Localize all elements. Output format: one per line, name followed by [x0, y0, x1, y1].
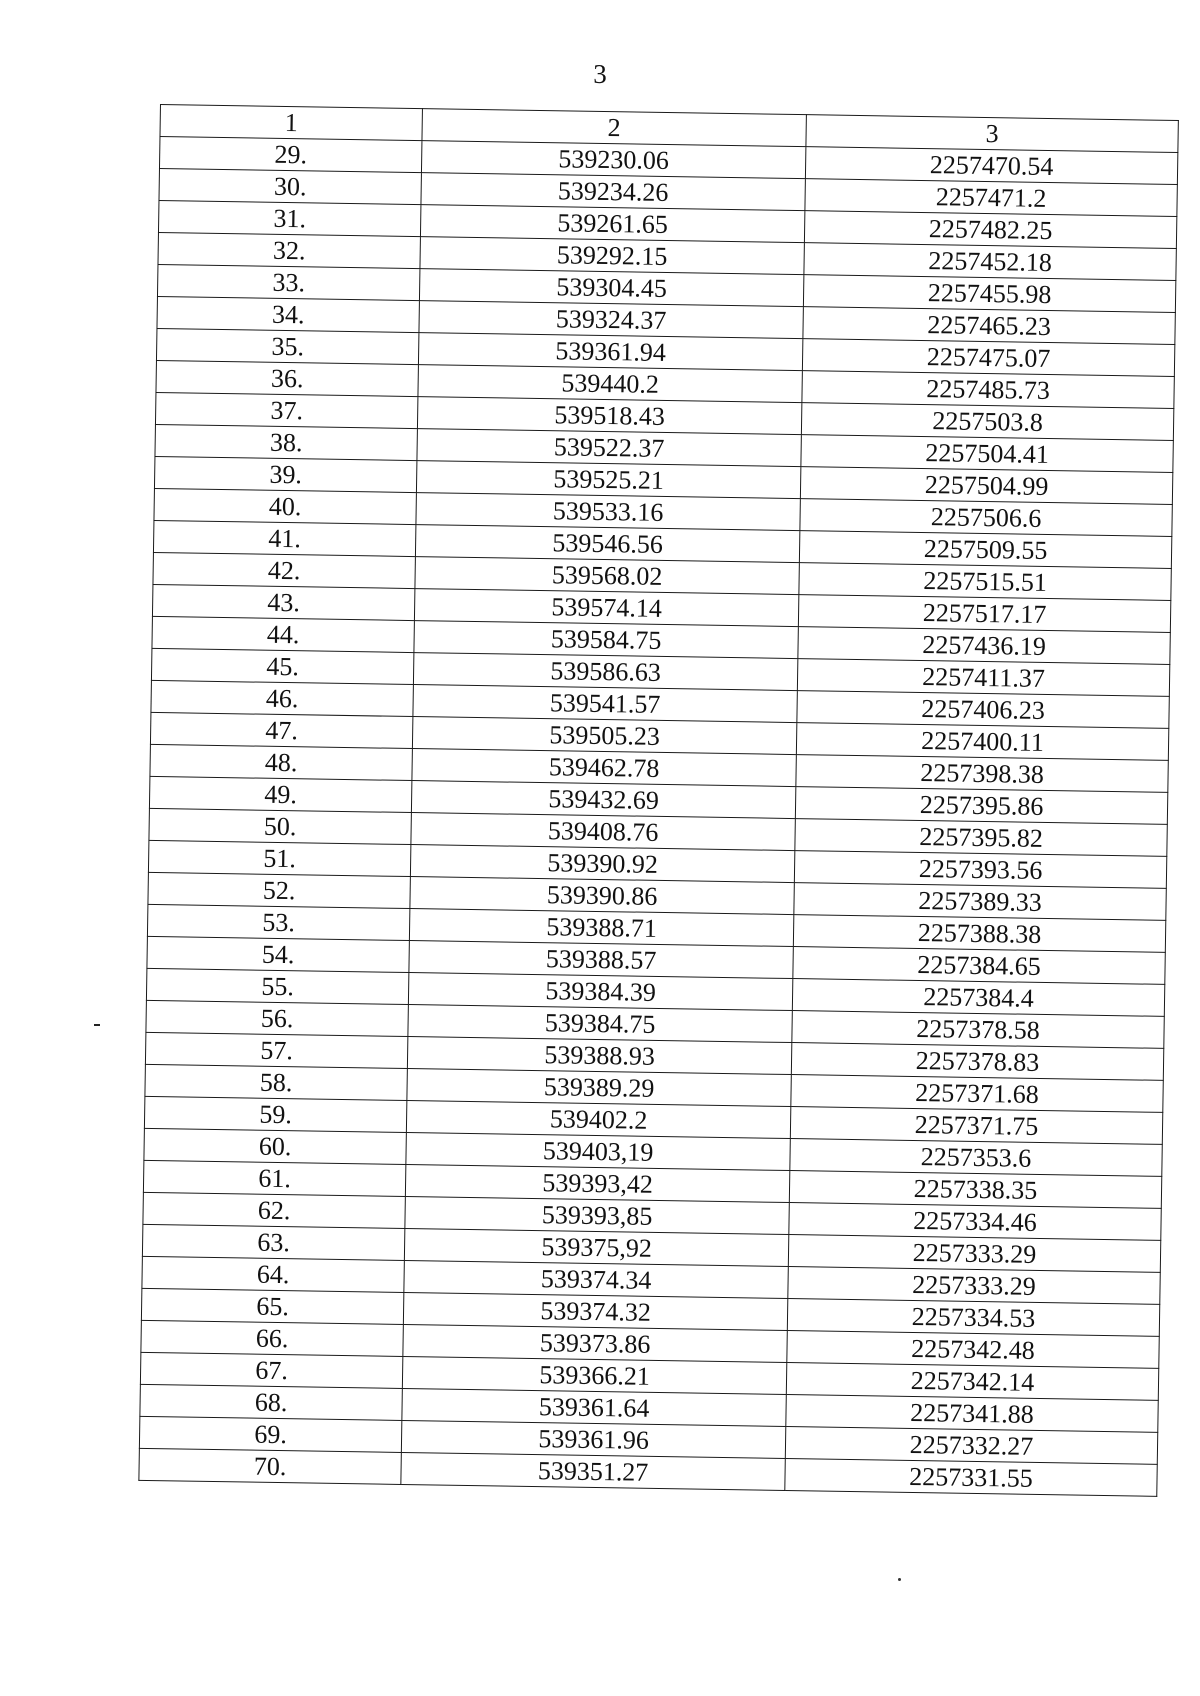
point-number-cell: 29. [159, 137, 421, 173]
point-number-cell: 33. [157, 264, 419, 300]
coordinate-y-cell: 2257353.6 [790, 1139, 1162, 1177]
coordinate-y-cell: 2257411.37 [797, 659, 1169, 697]
coordinate-x-cell: 539261.65 [420, 205, 804, 243]
coordinate-x-cell: 539393,85 [405, 1196, 789, 1234]
point-number-cell: 65. [141, 1288, 403, 1324]
coordinate-y-cell: 2257371.75 [790, 1107, 1162, 1145]
point-number-cell: 63. [142, 1224, 404, 1260]
coordinate-x-cell: 539374.34 [404, 1260, 788, 1298]
coordinate-y-cell: 2257471.2 [805, 179, 1177, 217]
point-number-cell: 60. [144, 1128, 406, 1164]
coordinate-y-cell: 2257332.27 [785, 1426, 1157, 1464]
coordinate-y-cell: 2257395.82 [795, 819, 1167, 857]
point-number-cell: 41. [153, 520, 415, 556]
coordinate-y-cell: 2257475.07 [802, 339, 1174, 377]
coordinate-x-cell: 539390.92 [410, 845, 794, 883]
coordinate-y-cell: 2257395.86 [795, 787, 1167, 825]
coordinate-x-cell: 539234.26 [421, 173, 805, 211]
coordinate-y-cell: 2257485.73 [802, 371, 1174, 409]
table-body [139, 137, 1178, 1497]
coordinate-x-cell: 539304.45 [419, 269, 803, 307]
coordinate-y-cell: 2257470.54 [805, 147, 1177, 185]
coordinate-y-cell: 2257509.55 [799, 531, 1171, 569]
coordinate-y-cell: 2257384.4 [792, 979, 1164, 1017]
point-number-cell: 62. [143, 1192, 405, 1228]
coordinate-y-cell: 2257517.17 [798, 595, 1170, 633]
point-number-cell: 42. [153, 552, 415, 588]
coordinate-y-cell: 2257341.88 [786, 1394, 1158, 1432]
point-number-cell: 38. [155, 424, 417, 460]
point-number-cell: 64. [142, 1256, 404, 1292]
coordinate-x-cell: 539408.76 [411, 813, 795, 851]
coordinate-x-cell: 539518.43 [417, 397, 801, 435]
point-number-cell: 53. [147, 904, 409, 940]
coordinate-x-cell: 539230.06 [421, 141, 805, 179]
coordinate-x-cell: 539361.64 [402, 1388, 786, 1426]
coordinate-x-cell: 539366.21 [402, 1356, 786, 1394]
scan-mark-dot [898, 1578, 901, 1581]
coordinate-x-cell: 539462.78 [412, 749, 796, 787]
coordinate-y-cell: 2257452.18 [804, 243, 1176, 281]
coordinate-x-cell: 539533.16 [416, 493, 800, 531]
coordinate-x-cell: 539432.69 [411, 781, 795, 819]
coordinate-y-cell: 2257378.58 [792, 1011, 1164, 1049]
coordinate-y-cell: 2257455.98 [803, 275, 1175, 313]
coordinate-y-cell: 2257515.51 [799, 563, 1171, 601]
point-number-cell: 39. [154, 456, 416, 492]
coordinate-y-cell: 2257384.65 [793, 947, 1165, 985]
coordinate-x-cell: 539351.27 [401, 1452, 785, 1490]
point-number-cell: 55. [146, 968, 408, 1004]
coordinate-y-cell: 2257338.35 [789, 1171, 1161, 1209]
coordinate-y-cell: 2257333.29 [788, 1267, 1160, 1305]
coordinate-x-cell: 539525.21 [416, 461, 800, 499]
coordinate-x-cell: 539546.56 [415, 525, 799, 563]
coordinate-x-cell: 539393,42 [405, 1164, 789, 1202]
coordinate-x-cell: 539541.57 [413, 685, 797, 723]
coordinate-x-cell: 539568.02 [415, 557, 799, 595]
coordinate-x-cell: 539574.14 [414, 589, 798, 627]
scan-mark-dash [94, 1024, 100, 1026]
column-header-2: 2 [422, 109, 806, 147]
point-number-cell: 43. [152, 584, 414, 620]
point-number-cell: 61. [143, 1160, 405, 1196]
point-number-cell: 57. [145, 1032, 407, 1068]
coordinate-x-cell: 539324.37 [419, 301, 803, 339]
coordinate-x-cell: 539375,92 [404, 1228, 788, 1266]
coordinate-y-cell: 2257506.6 [800, 499, 1172, 537]
point-number-cell: 52. [148, 872, 410, 908]
point-number-cell: 47. [150, 712, 412, 748]
coordinate-y-cell: 2257400.11 [796, 723, 1168, 761]
coordinate-y-cell: 2257503.8 [801, 403, 1173, 441]
column-header-1: 1 [160, 105, 422, 141]
coordinate-x-cell: 539373.86 [403, 1324, 787, 1362]
coordinate-x-cell: 539390.86 [410, 877, 794, 915]
coordinate-y-cell: 2257334.46 [789, 1203, 1161, 1241]
column-header-3: 3 [806, 115, 1178, 153]
coordinate-x-cell: 539374.32 [403, 1292, 787, 1330]
point-number-cell: 44. [152, 616, 414, 652]
coordinate-x-cell: 539584.75 [414, 621, 798, 659]
coordinate-x-cell: 539388.57 [409, 941, 793, 979]
coordinate-x-cell: 539522.37 [417, 429, 801, 467]
point-number-cell: 56. [146, 1000, 408, 1036]
coordinate-y-cell: 2257331.55 [785, 1458, 1157, 1496]
coordinate-y-cell: 2257333.29 [788, 1235, 1160, 1273]
coordinate-y-cell: 2257465.23 [803, 307, 1175, 345]
point-number-cell: 40. [154, 488, 416, 524]
coordinate-x-cell: 539440.2 [418, 365, 802, 403]
coordinates-table [138, 104, 1179, 1497]
point-number-cell: 49. [149, 776, 411, 812]
coordinate-y-cell: 2257393.56 [794, 851, 1166, 889]
point-number-cell: 34. [157, 296, 419, 332]
coordinate-y-cell: 2257378.83 [791, 1043, 1163, 1081]
coordinate-y-cell: 2257371.68 [791, 1075, 1163, 1113]
coordinate-x-cell: 539403,19 [406, 1132, 790, 1170]
point-number-cell: 45. [151, 648, 413, 684]
coordinate-y-cell: 2257504.99 [800, 467, 1172, 505]
coordinate-y-cell: 2257388.38 [793, 915, 1165, 953]
point-number-cell: 51. [148, 840, 410, 876]
coordinate-x-cell: 539361.96 [401, 1420, 785, 1458]
point-number-cell: 70. [139, 1448, 401, 1484]
point-number-cell: 66. [141, 1320, 403, 1356]
coordinate-x-cell: 539586.63 [413, 653, 797, 691]
point-number-cell: 35. [156, 328, 418, 364]
coordinate-y-cell: 2257406.23 [797, 691, 1169, 729]
coordinate-y-cell: 2257482.25 [804, 211, 1176, 249]
coordinate-y-cell: 2257389.33 [794, 883, 1166, 921]
coordinate-y-cell: 2257504.41 [801, 435, 1173, 473]
point-number-cell: 36. [156, 360, 418, 396]
point-number-cell: 46. [151, 680, 413, 716]
point-number-cell: 67. [140, 1352, 402, 1388]
coordinate-y-cell: 2257334.53 [787, 1299, 1159, 1337]
coordinate-x-cell: 539361.94 [418, 333, 802, 371]
point-number-cell: 30. [159, 168, 421, 204]
page-number: 3 [593, 59, 607, 89]
coordinate-x-cell: 539389.29 [407, 1069, 791, 1107]
coordinate-x-cell: 539402.2 [406, 1101, 790, 1139]
point-number-cell: 58. [145, 1064, 407, 1100]
coordinate-y-cell: 2257342.14 [786, 1363, 1158, 1401]
coordinate-x-cell: 539384.39 [408, 973, 792, 1011]
coordinate-x-cell: 539388.93 [407, 1037, 791, 1075]
coordinate-x-cell: 539292.15 [420, 237, 804, 275]
coordinate-x-cell: 539505.23 [412, 717, 796, 755]
point-number-cell: 48. [150, 744, 412, 780]
point-number-cell: 69. [139, 1416, 401, 1452]
coordinate-y-cell: 2257342.48 [787, 1331, 1159, 1369]
point-number-cell: 37. [155, 392, 417, 428]
point-number-cell: 54. [147, 936, 409, 972]
point-number-cell: 32. [158, 232, 420, 268]
point-number-cell: 68. [140, 1384, 402, 1420]
point-number-cell: 50. [149, 808, 411, 844]
coordinate-x-cell: 539384.75 [408, 1005, 792, 1043]
coordinate-y-cell: 2257398.38 [796, 755, 1168, 793]
point-number-cell: 59. [144, 1096, 406, 1132]
point-number-cell: 31. [158, 200, 420, 236]
coordinate-y-cell: 2257436.19 [798, 627, 1170, 665]
coordinate-x-cell: 539388.71 [409, 909, 793, 947]
